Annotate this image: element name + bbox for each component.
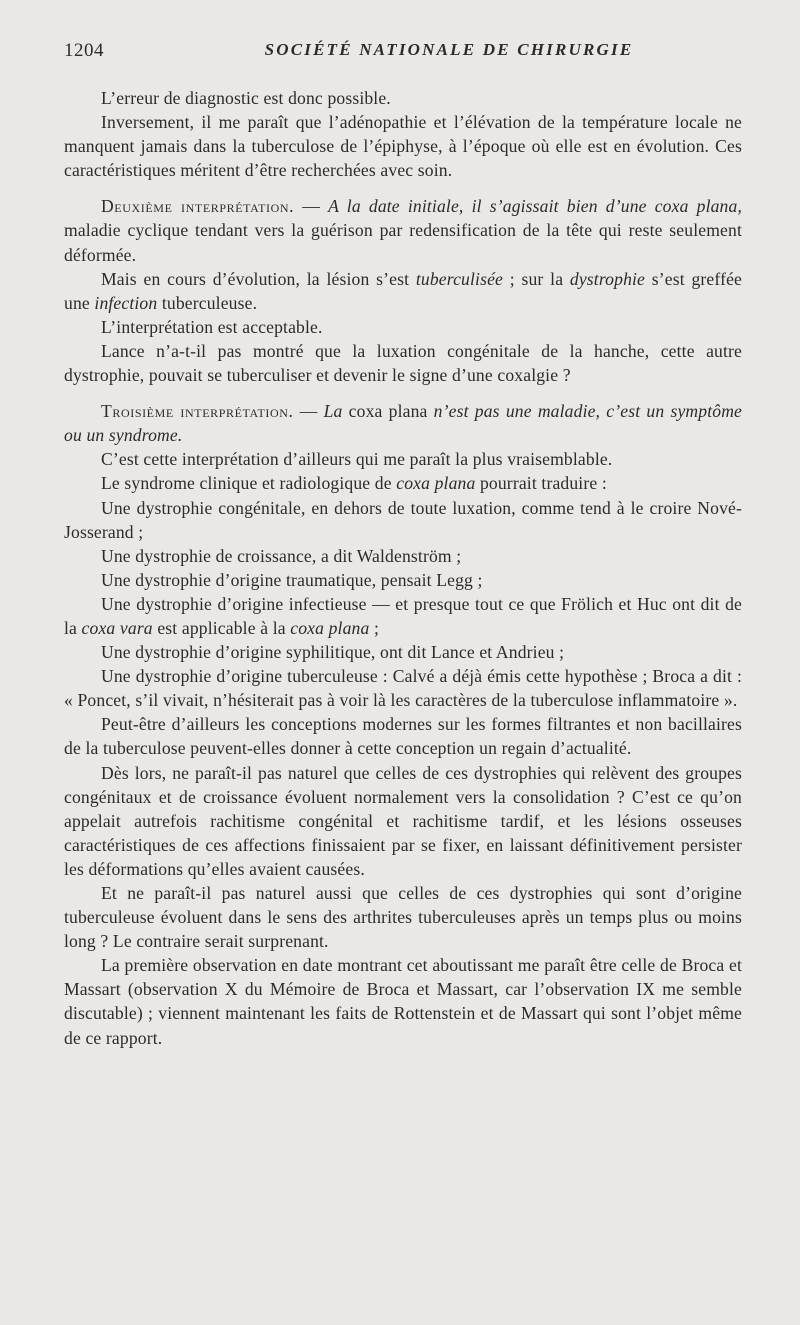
paragraph: Une dystrophie de croissance, a dit Waldenström ; xyxy=(101,545,462,566)
paragraph: Une dystrophie d’origine tuberculeuse : Calvé a déjà émis cette hypothèse ; Broca a dit : « Poncet, s’il vivait, n’hésiterait pas à voir là les caractères de la tuberculose inflammatoire ». xyxy=(64,666,742,711)
paragraph: Une dystrophie congénitale, en dehors de toute luxation, comme tend à le croire Nové-Josserand ; xyxy=(64,497,742,542)
paragraph: Peut-être d’ailleurs les conceptions modernes sur les formes filtrantes et non bacillaires de la tuberculose peuvent-elles donner à cette conception un regain d’actualité. xyxy=(64,714,742,759)
running-header xyxy=(64,40,744,66)
paragraph: Mais en cours d’évolution, la lésion s’est tuberculisée ; sur la dystrophie s’est greffée une infection tuberculeuse. xyxy=(64,268,742,313)
italic-text: n’est pas une maladie, c’est un symptôme ou un syndrome. xyxy=(64,401,743,446)
paragraph: C’est cette interprétation d’ailleurs qui me paraît la plus vraisemblable. xyxy=(101,449,613,470)
paragraph: Une dystrophie d’origine infectieuse — et presque tout ce que Frölich et Huc ont dit de la coxa vara est applicable à la coxa plana ; xyxy=(64,593,742,638)
paragraph: Et ne paraît-il pas naturel aussi que celles de ces dystrophies qui sont d’origine tuberculeuse évoluent dans le sens des arthrites tuberculeuses après un temps plus ou moins long ? Le contraire serait surprenant. xyxy=(64,883,742,952)
paragraph: Une dystrophie d’origine syphilitique, ont dit Lance et Andrieu ; xyxy=(101,642,565,663)
section-heading: Troisième interprétation. xyxy=(101,401,294,422)
running-title: SOCIÉTÉ NATIONALE DE CHIRURGIE xyxy=(264,40,634,59)
page-number: 1204 xyxy=(64,40,104,61)
italic-text: A la date initiale, il s’agissait bien d’une coxa plana, xyxy=(328,196,742,217)
paragraph: Lance n’a-t-il pas montré que la luxation congénitale de la hanche, cette autre dystrophie, pouvait se tuberculiser et devenir le signe d’une coxalgie ? xyxy=(64,340,742,386)
paragraph-interpretation-2: Deuxième interprétation. — A la date initiale, il s’agissait bien d’une coxa plana, maladie cyclique tendant vers la guérison par redensification de la tête qui reste seulement déformée. xyxy=(64,196,742,265)
paragraph: Inversement, il me paraît que l’adénopathie et l’élévation de la température locale ne manquent jamais dans la tuberculose de l’épiphyse, à l’époque où elle est en évolution. Ces caractéristiques méritent d’être recherchées avec soin. xyxy=(64,112,742,181)
section-heading: Deuxième interprétation. xyxy=(101,196,295,217)
paragraph: Le syndrome clinique et radiologique de coxa plana pourrait traduire : xyxy=(101,473,607,494)
paragraph-interpretation-3: Troisième interprétation. — La coxa plana n’est pas une maladie, c’est un symptôme ou un syndrome. xyxy=(64,401,743,446)
paragraph: L’interprétation est acceptable. xyxy=(101,316,323,337)
paragraph: Dès lors, ne paraît-il pas naturel que celles de ces dystrophies qui relèvent des groupes congénitaux et de croissance évoluent normalement vers la consolidation ? C’est ce qu’on appelait autrefois rachitisme congénital et rachitisme tardif, et les lésions osseuses caractéristiques de ces affections finissaient par se fixer, en laissant définitivement persister les déformations qu’elles avaient causées. xyxy=(64,762,742,879)
paragraph: L’erreur de diagnostic est donc possible. xyxy=(101,88,391,108)
paragraph: La première observation en date montrant cet aboutissant me paraît être celle de Broca et Massart (observation X du Mémoire de Broca et Massart, car l’observation IX me semble discutable) ; viennent maintenant les faits de Rottenstein et de Massart qui sont l’objet même de ce rapport. xyxy=(64,955,742,1048)
body-text xyxy=(64,86,742,1050)
paragraph: Une dystrophie d’origine traumatique, pensait Legg ; xyxy=(101,569,483,590)
